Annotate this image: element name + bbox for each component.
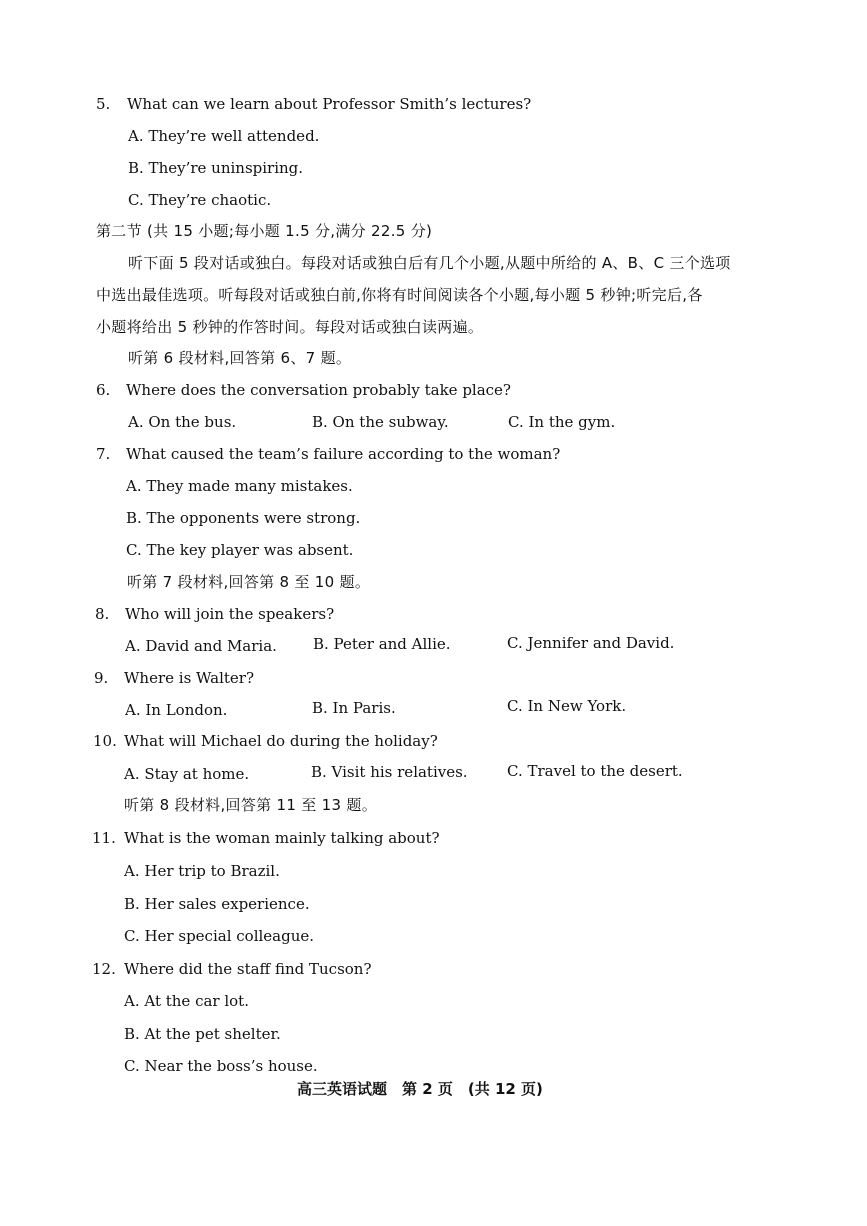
question-12-option-b: B. At the pet shelter. (124, 1025, 281, 1043)
question-8-option-c: C. Jennifer and David. (507, 634, 675, 652)
question-9-option-b: B. In Paris. (312, 699, 396, 717)
question-8-text: Who will join the speakers? (125, 605, 335, 623)
question-6-option-a: A. On the bus. (128, 413, 237, 431)
question-10-option-c: C. Travel to the desert. (507, 762, 683, 780)
section-2-title: 第二节 (共 15 小题;每小题 1.5 分,满分 22.5 分) (96, 222, 433, 240)
question-5-option-a: A. They’re well attended. (128, 127, 320, 145)
question-11-option-b: B. Her sales experience. (124, 895, 310, 913)
question-11-option-a: A. Her trip to Brazil. (124, 862, 280, 880)
question-10-option-b: B. Visit his relatives. (311, 763, 468, 781)
question-9-text: Where is Walter? (124, 669, 255, 687)
page-footer: 高三英语试题 第 2 页 (共 12 页) (297, 1080, 543, 1098)
section-2-instructions-line-2: 中选出最佳选项。听每段对话或独白前,你将有时间阅读各个小题,每小题 5 秒钟;听完后,各 (96, 286, 703, 304)
question-12-option-c: C. Near the boss’s house. (124, 1057, 318, 1075)
question-7-option-a: A. They made many mistakes. (126, 477, 353, 495)
question-5-option-b: B. They’re uninspiring. (128, 159, 304, 177)
question-5-text: What can we learn about Professor Smith’s lectures? (127, 95, 532, 113)
question-6-text: Where does the conversation probably take place? (126, 381, 511, 399)
question-9-option-a: A. In London. (125, 701, 228, 719)
material-6-heading: 听第 6 段材料,回答第 6、7 题。 (128, 349, 352, 367)
question-11-text: What is the woman mainly talking about? (124, 829, 440, 847)
question-7-option-c: C. The key player was absent. (126, 541, 354, 559)
question-10-number: 10. (93, 732, 117, 750)
question-12-number: 12. (92, 960, 116, 978)
section-2-instructions-line-1: 听下面 5 段对话或独白。每段对话或独白后有几个小题,从题中所给的 A、B、C 三个选项 (128, 254, 731, 272)
question-8-option-b: B. Peter and Allie. (313, 635, 451, 653)
question-7-number: 7. (96, 445, 111, 463)
question-6-option-c: C. In the gym. (508, 413, 616, 431)
question-12-text: Where did the staff find Tucson? (124, 960, 372, 978)
material-7-heading: 听第 7 段材料,回答第 8 至 10 题。 (127, 573, 371, 591)
question-8-option-a: A. David and Maria. (125, 637, 277, 655)
material-8-heading: 听第 8 段材料,回答第 11 至 13 题。 (124, 796, 377, 814)
question-11-number: 11. (92, 829, 116, 847)
question-12-option-a: A. At the car lot. (124, 992, 249, 1010)
question-7-option-b: B. The opponents were strong. (126, 509, 361, 527)
question-10-option-a: A. Stay at home. (124, 765, 250, 783)
question-9-number: 9. (94, 669, 109, 687)
question-9-option-c: C. In New York. (507, 697, 627, 715)
question-11-option-c: C. Her special colleague. (124, 927, 315, 945)
question-6-number: 6. (96, 381, 111, 399)
question-10-text: What will Michael do during the holiday? (124, 732, 438, 750)
question-5-number: 5. (96, 95, 111, 113)
section-2-instructions-line-3: 小题将给出 5 秒钟的作答时间。每段对话或独白读两遍。 (96, 318, 484, 336)
question-5-option-c: C. They’re chaotic. (128, 191, 272, 209)
question-6-option-b: B. On the subway. (312, 413, 449, 431)
question-8-number: 8. (95, 605, 110, 623)
question-7-text: What caused the team’s failure according to the woman? (126, 445, 561, 463)
